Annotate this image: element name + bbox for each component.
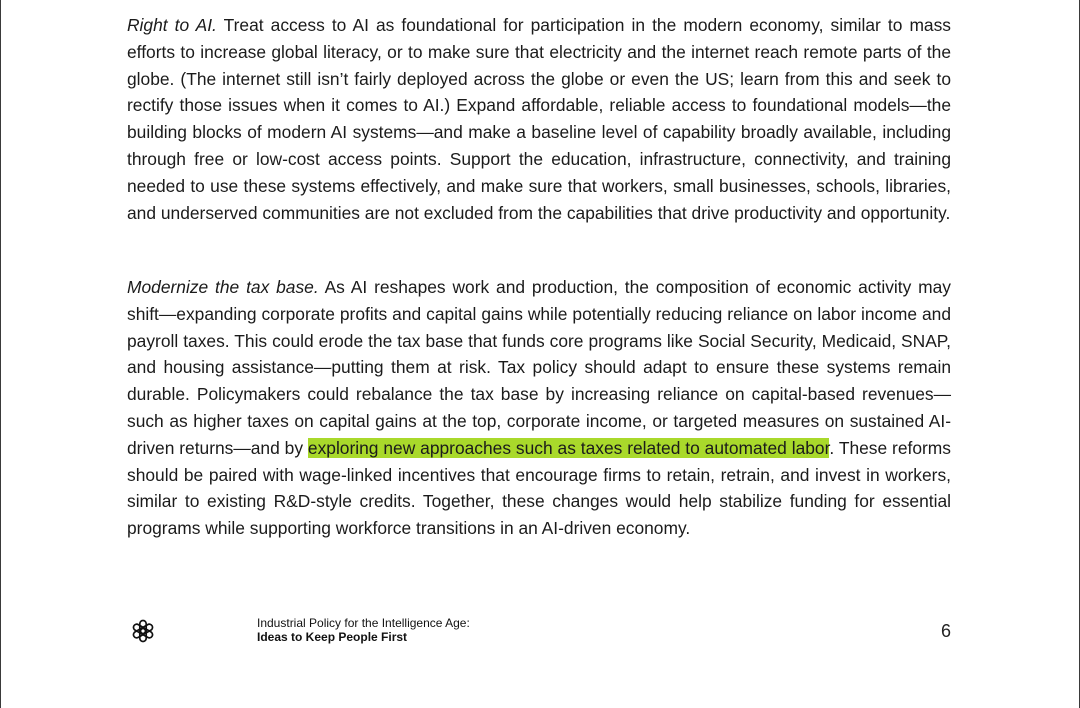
paragraph-modernize-tax-base — [127, 274, 951, 542]
footer-document-title — [257, 616, 470, 644]
paragraph-text-right-to-ai: Treat access to AI as foundational for participation in the modern economy, similar to mass efforts to increase global literacy, or to make sure that electricity and the internet reach remote parts of the globe. (The internet still isn’t fairly deployed across the globe or even the US; learn from this and seek to rectify those issues when it comes to AI.) Expand affordable, reliable access to foundational models—the building blocks of modern AI systems—and make a baseline level of capability broadly available, including through free or low-cost access points. Support the education, infrastructure, connectivity, and training needed to use these systems effectively, and make sure that workers, small businesses, schools, libraries, and underserved communities are not excluded from the capabilities that drive productivity and opportunity. — [127, 15, 951, 223]
openai-logo-icon — [129, 617, 157, 645]
page-edge-left — [0, 0, 1, 708]
paragraph-text-tax-base-before: As AI reshapes work and production, the composition of economic activity may shift—expanding corporate profits and capital gains while potentially reducing reliance on labor income and payroll taxes. This could erode the tax base that funds core programs like Social Security, Medicaid, SNAP, and housing assistance—putting them at risk. Tax policy should adapt to ensure these systems remain durable. Policymakers could rebalance the tax base by increasing reliance on capital-based revenues—such as higher taxes on capital gains at the top, corporate income, or targeted measures on sustained AI-driven returns—and by — [127, 277, 951, 458]
paragraph-right-to-ai — [127, 12, 951, 226]
page-number: 6 — [940, 621, 951, 641]
paragraph-lead-right-to-ai: Right to AI. — [127, 15, 217, 35]
footer-title-line-2: Ideas to Keep People First — [257, 630, 408, 644]
paragraph-lead-tax-base: Modernize the tax base. — [127, 277, 319, 297]
highlighted-text[interactable]: exploring new approaches such as taxes related to automated labor — [307, 437, 830, 458]
paragraph-text-tax-base-after: . These reforms should be paired with wage-linked incentives that encourage firms to retain, retrain, and invest in workers, similar to existing R&D-style credits. Together, these changes would help stabilize funding for essential programs while supporting workforce transitions in an AI-driven economy. — [127, 437, 951, 539]
footer-title-line-1: Industrial Policy for the Intelligence Age: — [257, 616, 470, 630]
